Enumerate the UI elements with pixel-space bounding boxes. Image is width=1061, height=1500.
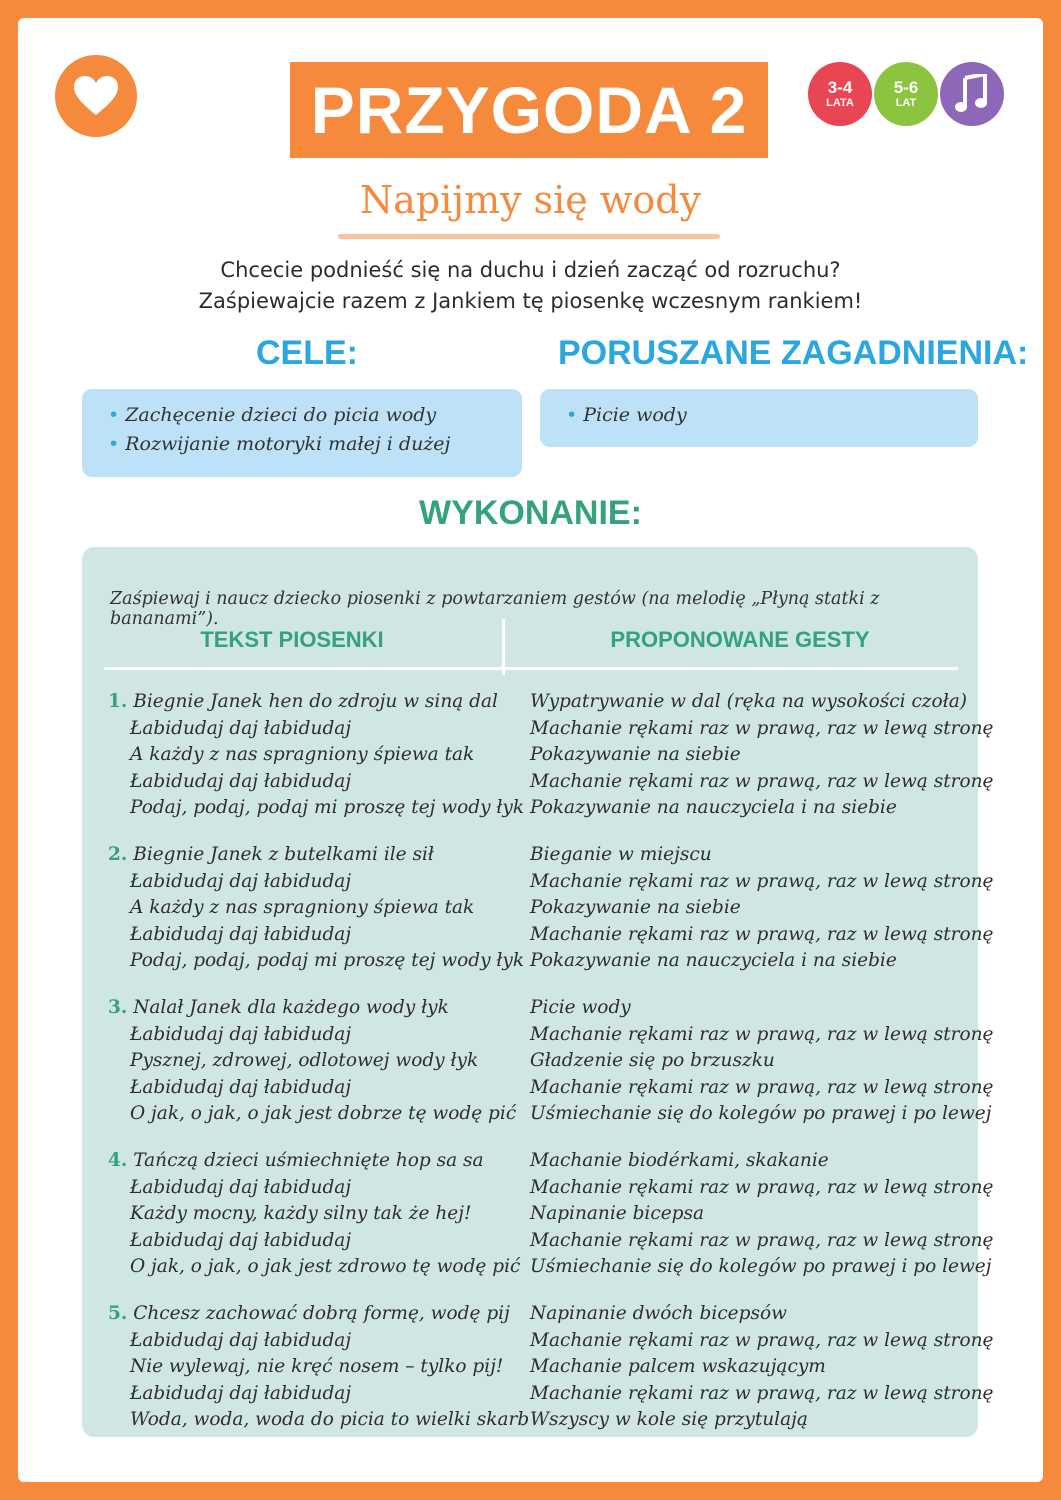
lyric-line: Każdy mocny, każdy silny tak że hej! <box>130 1203 472 1224</box>
subtitle-underline <box>338 234 720 239</box>
lyric-line: Biegnie Janek z butelkami ile sił <box>133 844 434 865</box>
lyric-line: O jak, o jak, o jak jest dobrze tę wodę pić <box>130 1103 517 1124</box>
topics-heading: PORUSZANE ZAGADNIENIA: <box>558 334 1029 372</box>
verse-lyrics <box>108 1301 530 1434</box>
age-badge-5-6 <box>874 62 938 126</box>
lyric-line: Łabidudaj daj łabidudaj <box>130 1023 352 1045</box>
lyric-line: Łabidudaj daj łabidudaj <box>130 1229 352 1251</box>
gesture-line: Machanie rękami raz w prawą, raz w lewą stronę <box>530 1176 994 1198</box>
list-item: • Zachęcenie dzieci do picia wody <box>108 404 437 426</box>
title-banner <box>290 62 768 158</box>
age-badge-unit: LATA <box>826 97 854 109</box>
age-badge-unit: LAT <box>895 97 917 109</box>
subtitle: Napijmy się wody <box>359 178 702 222</box>
list-item: • Picie wody <box>566 404 687 426</box>
header-divider <box>104 667 958 670</box>
lyric-line: Łabidudaj daj łabidudaj <box>130 1382 352 1404</box>
gesture-line: Machanie rękami raz w prawą, raz w lewą stronę <box>530 1229 994 1251</box>
lyric-line: Pysznej, zdrowej, odlotowej wody łyk <box>130 1050 479 1071</box>
lyric-line: Podaj, podaj, podaj mi proszę tej wody łyk <box>130 950 525 971</box>
intro-text <box>18 255 1043 317</box>
lyrics-column-header: TEKST PIOSENKI <box>200 627 384 652</box>
verse-lyrics <box>108 1148 521 1281</box>
verse-number: 5. <box>108 1303 128 1324</box>
verse-number: 4. <box>108 1150 128 1171</box>
verse-gestures <box>530 995 994 1128</box>
lyric-line: O jak, o jak, o jak jest zdrowo tę wodę pić <box>130 1256 521 1277</box>
worksheet-page <box>18 18 1043 1482</box>
gesture-line: Machanie rękami raz w prawą, raz w lewą stronę <box>530 1329 994 1351</box>
lyric-line: Łabidudaj daj łabidudaj <box>130 1176 352 1198</box>
age-badge-number: 5-6 <box>893 78 919 97</box>
lyric-line: Nalał Janek dla każdego wody łyk <box>133 997 449 1018</box>
lyric-line: Łabidudaj daj łabidudaj <box>130 770 352 792</box>
music-note-icon <box>955 74 989 114</box>
gesture-line: Wypatrywanie w dal (ręka na wysokości czoła) <box>530 691 967 712</box>
age-badge-number: 3-4 <box>827 78 853 97</box>
gesture-line: Bieganie w miejscu <box>530 844 712 865</box>
gesture-line: Gładzenie się po brzuszku <box>530 1050 775 1071</box>
verse-number: 2. <box>108 844 128 865</box>
gesture-line: Napinanie dwóch bicepsów <box>530 1303 787 1324</box>
verse-number: 1. <box>108 691 128 712</box>
instruction-text: Zaśpiewaj i naucz dziecko piosenki z powtarzaniem gestów (na melodię „Płyną statki z bananami”). <box>110 589 880 629</box>
intro-line: Zaśpiewajcie razem z Jankiem tę piosenkę wczesnym rankiem! <box>198 289 863 313</box>
lyric-line: Łabidudaj daj łabidudaj <box>130 870 352 892</box>
goals-box <box>82 389 522 477</box>
goal-text: Rozwijanie motoryki małej i dużej <box>125 433 451 455</box>
lyric-line: Tańczą dzieci uśmiechnięte hop sa sa <box>133 1150 484 1171</box>
gesture-line: Pokazywanie na siebie <box>530 897 741 918</box>
gesture-line: Machanie rękami raz w prawą, raz w lewą stronę <box>530 1023 994 1045</box>
page-title: PRZYGODA 2 <box>310 73 748 147</box>
topic-text: Picie wody <box>583 404 687 426</box>
gesture-line: Machanie rękami raz w prawą, raz w lewą stronę <box>530 1382 994 1404</box>
goals-heading: CELE: <box>256 334 358 372</box>
list-item: • Rozwijanie motoryki małej i dużej <box>108 433 451 455</box>
heart-badge <box>55 55 137 137</box>
intro-line: Chcecie podnieść się na duchu i dzień zacząć od rozruchu? <box>220 258 841 282</box>
gesture-line: Machanie biodérkami, skakanie <box>530 1150 829 1171</box>
gesture-line: Picie wody <box>530 997 631 1018</box>
topics-box <box>540 389 978 447</box>
verse-lyrics <box>108 689 525 822</box>
verse-gestures <box>530 1148 994 1281</box>
gesture-line: Machanie rękami raz w prawą, raz w lewą stronę <box>530 717 994 739</box>
verse-gestures <box>530 1301 994 1434</box>
gesture-line: Napinanie bicepsa <box>530 1203 705 1224</box>
lyric-line: Nie wylewaj, nie kręć nosem – tylko pij! <box>130 1356 504 1377</box>
age-badge-3-4 <box>808 62 872 126</box>
lyric-line: Biegnie Janek hen do zdroju w siną dal <box>133 691 498 712</box>
gesture-line: Machanie rękami raz w prawą, raz w lewą stronę <box>530 870 994 892</box>
lyric-line: Łabidudaj daj łabidudaj <box>130 923 352 945</box>
gesture-line: Uśmiechanie się do kolegów po prawej i po lewej <box>530 1256 992 1277</box>
gestures-column-header: PROPONOWANE GESTY <box>610 627 870 652</box>
execution-heading: WYKONANIE: <box>419 494 642 532</box>
lyric-line: Woda, woda, woda do picia to wielki skarb <box>130 1409 530 1430</box>
lyric-line: Łabidudaj daj łabidudaj <box>130 717 352 739</box>
music-badge <box>940 62 1004 126</box>
lyric-line: A każdy z nas spragniony śpiewa tak <box>130 744 475 765</box>
gesture-line: Pokazywanie na nauczyciela i na siebie <box>530 797 897 818</box>
gesture-line: Pokazywanie na siebie <box>530 744 741 765</box>
gesture-line: Uśmiechanie się do kolegów po prawej i po lewej <box>530 1103 992 1124</box>
lyric-line: Łabidudaj daj łabidudaj <box>130 1076 352 1098</box>
song-panel <box>82 547 994 1437</box>
lyric-line: Podaj, podaj, podaj mi proszę tej wody łyk <box>130 797 525 818</box>
gesture-line: Pokazywanie na nauczyciela i na siebie <box>530 950 897 971</box>
verse-gestures <box>530 689 994 822</box>
gesture-line: Machanie rękami raz w prawą, raz w lewą stronę <box>530 1076 994 1098</box>
verse-gestures <box>530 842 994 975</box>
heart-icon <box>73 75 119 117</box>
gesture-line: Wszyscy w kole się przytulają <box>530 1409 808 1430</box>
goal-text: Zachęcenie dzieci do picia wody <box>125 404 437 426</box>
gesture-line: Machanie palcem wskazującym <box>530 1356 826 1377</box>
lyric-line: Łabidudaj daj łabidudaj <box>130 1329 352 1351</box>
verse-lyrics <box>108 842 525 975</box>
gesture-line: Machanie rękami raz w prawą, raz w lewą stronę <box>530 770 994 792</box>
lyric-line: Chcesz zachować dobrą formę, wodę pij <box>133 1303 510 1324</box>
lyric-line: A każdy z nas spragniony śpiewa tak <box>130 897 475 918</box>
verse-number: 3. <box>108 997 128 1018</box>
gesture-line: Machanie rękami raz w prawą, raz w lewą stronę <box>530 923 994 945</box>
verse-lyrics <box>108 995 517 1128</box>
